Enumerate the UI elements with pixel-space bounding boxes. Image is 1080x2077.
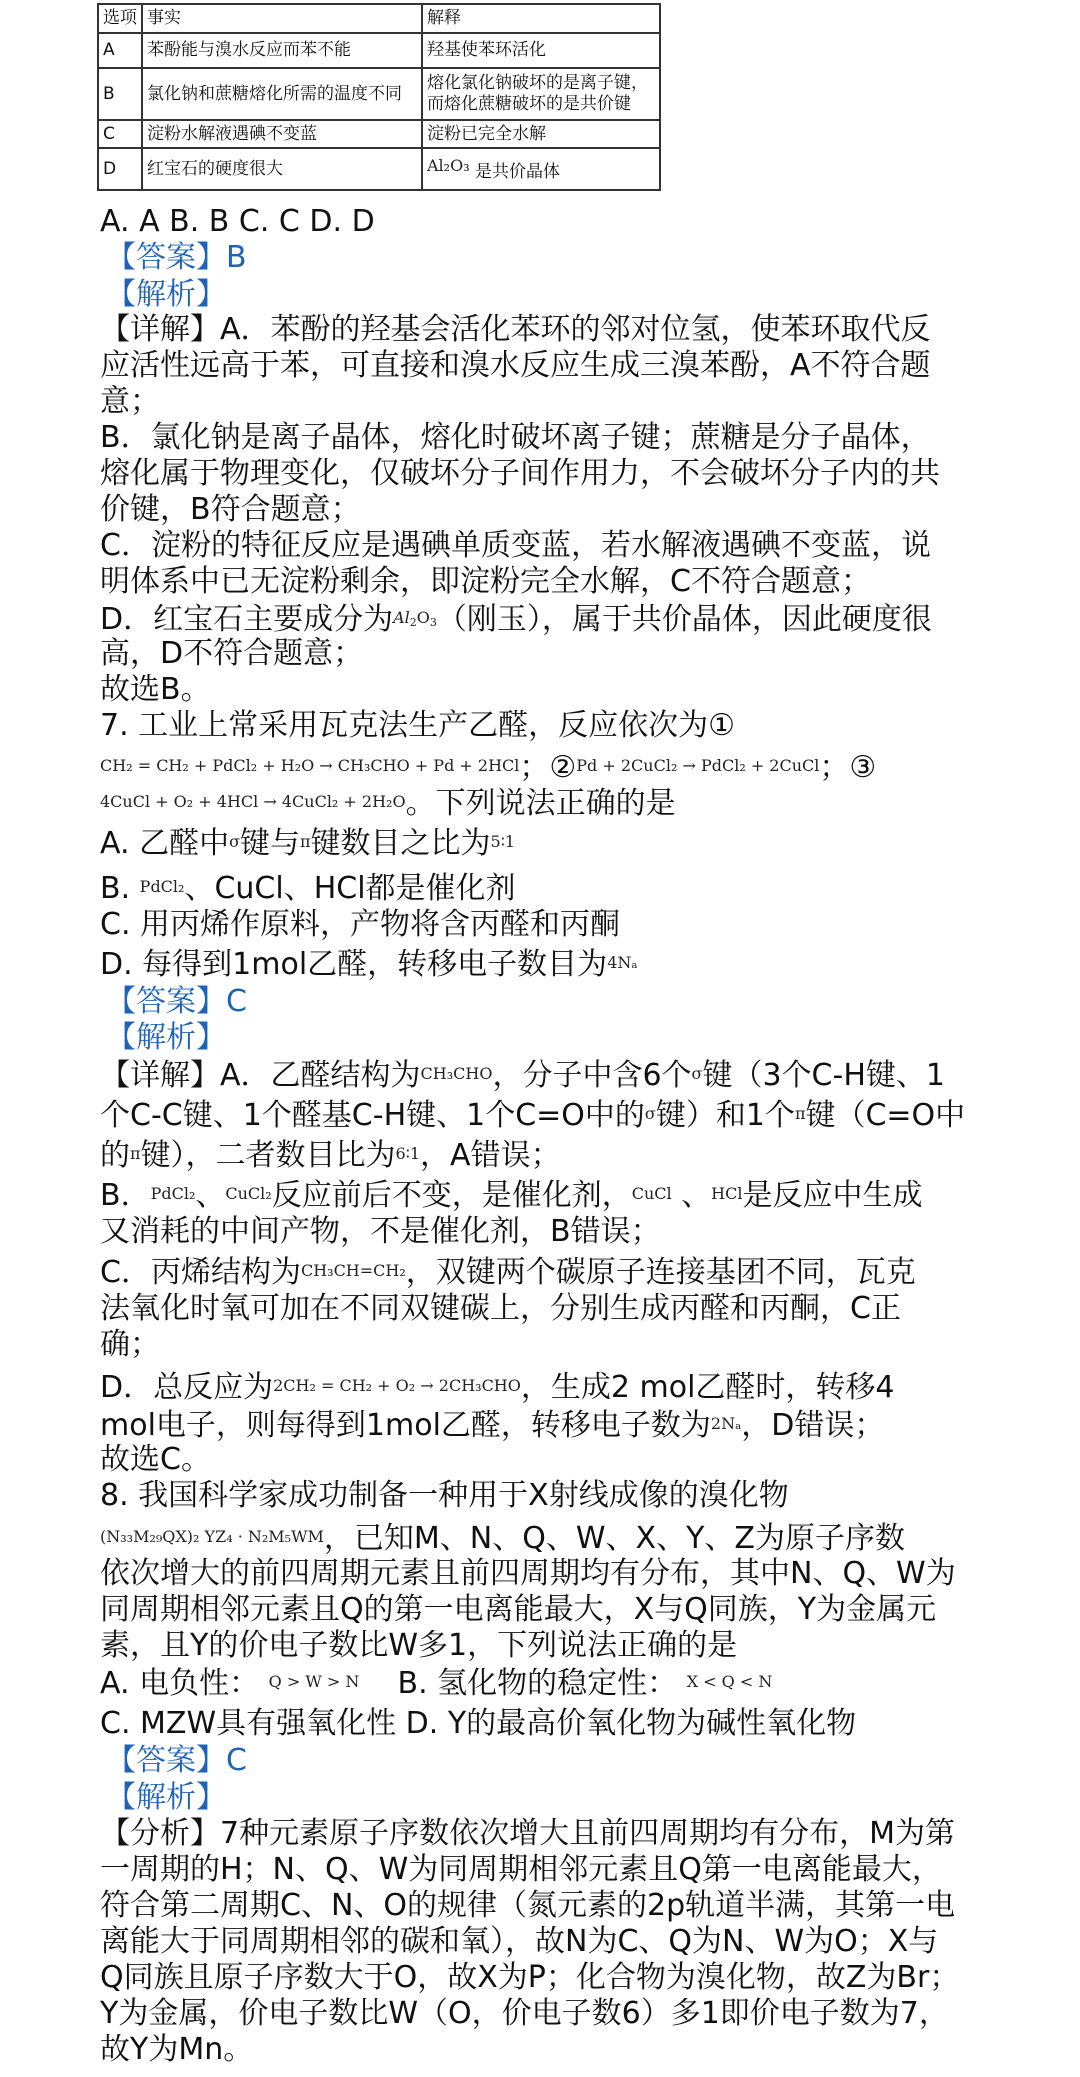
text-segment: mol电子，则每得到1mol乙醛，转移电子数为 — [100, 1408, 711, 1443]
equation: 4CuCl + O₂ + 4HCl → 4CuCl₂ + 2H₂O — [100, 792, 406, 811]
table-row — [98, 148, 660, 190]
text-line: 【详解】A．苯酚的羟基会活化苯环的邻对位氢，使苯环取代反 — [100, 312, 931, 347]
formula: HCl — [711, 1184, 743, 1203]
text-segment: 【详解】A．乙醛结构为 — [100, 1058, 421, 1093]
text-line: 【分析】7种元素原子序数依次增大且前四周期均有分布，M为第 — [100, 1816, 955, 1851]
text-segment: D．红宝石主要成分为 — [100, 602, 394, 637]
text-segment: B. 氢化物的稳定性： — [397, 1666, 678, 1701]
text-line — [100, 1252, 916, 1292]
formula: Al₂O₃ — [427, 156, 470, 175]
text-line: C．淀粉的特征反应是遇碘单质变蓝，若水解液遇碘不变蓝，说 — [100, 528, 931, 563]
table-header-cell: 解释 — [422, 4, 660, 33]
option-d — [100, 944, 638, 984]
text-line: 意； — [100, 384, 160, 419]
table-cell — [422, 148, 660, 190]
text-line: 素，且Y的价电子数比W多1，下列说法正确的是 — [100, 1628, 738, 1663]
text-segment: 反应前后不变，是催化剂， — [271, 1178, 632, 1213]
table-header-cell: 选项 — [98, 4, 142, 33]
text-line: Y为金属，价电子数比W（O，价电子数6）多1即价电子数为7， — [100, 1996, 949, 2031]
equation: Pd + 2CuCl₂ → PdCl₂ + 2CuCl — [576, 756, 820, 775]
formula: Q > W > N — [268, 1672, 360, 1691]
table-cell-text: 是共价晶体 — [475, 162, 561, 182]
text-segment: D. 每得到1mol乙醛，转移电子数目为 — [100, 947, 608, 982]
text-line: B．$^{PdCl_2}$、$^{CuCl_2}$反应前后不变，是催化剂，$^{CuCl}$ 、$^{HCl}$是反应中生成 — [100, 1178, 923, 1213]
text-segment: 键与 — [240, 826, 300, 861]
option-a — [100, 823, 515, 863]
table-cell: C — [98, 120, 142, 148]
text-line — [100, 783, 676, 823]
text-segment: ，生成2 mol乙醛时，转移4 — [520, 1370, 895, 1405]
text-segment: 个C-C键、1个醛基C-H键、1个C=O中的 — [100, 1098, 645, 1133]
table-cell — [422, 68, 660, 120]
formula: CuCl₂ — [225, 1184, 272, 1203]
formula: PdCl₂ — [150, 1184, 196, 1203]
text-line: 依次增大的前四周期元素且前四周期均有分布，其中N、Q、W为 — [100, 1556, 956, 1591]
formula: PdCl₂ — [139, 877, 185, 896]
table-header-cell: 事实 — [142, 4, 422, 33]
options-line — [100, 1663, 772, 1703]
text-segment: ；② — [519, 750, 577, 785]
table-cell: 淀粉已完全水解 — [422, 120, 660, 148]
text-segment: ，分子中含6个 — [492, 1058, 692, 1093]
text-segment: （刚玉），属于共价晶体，因此硬度很 — [436, 602, 932, 637]
text-line: 同周期相邻元素且Q的第一电离能最大，X与Q同族，Y为金属元 — [100, 1592, 937, 1627]
text-segment: 是反应中生成 — [742, 1178, 923, 1213]
text-segment: B． — [100, 1178, 151, 1213]
equation: CH₂ = CH₂ + PdCl₂ + H₂O → CH₃CHO + Pd + 2HCl — [100, 756, 520, 775]
table-cell-line: 熔化氯化钠破坏的是离子键， — [427, 73, 648, 93]
table-cell: B — [98, 68, 142, 120]
formula: 6∶1 — [395, 1144, 421, 1163]
text-segment: 。下列说法正确的是 — [405, 786, 676, 821]
text-line — [100, 747, 876, 787]
table-cell: A — [98, 33, 142, 68]
equation: 2CH₂ = CH₂ + O₂ → 2CH₃CHO — [273, 1376, 521, 1395]
table-cell: 苯酚能与溴水反应而苯不能 — [142, 33, 422, 68]
text-line: 故选C。 — [100, 1442, 211, 1477]
text-line: 价键，B符合题意； — [100, 492, 361, 527]
text-segment: 键数目之比为 — [310, 826, 491, 861]
option-c: C. 用丙烯作原料，产物将含丙醛和丙酮 — [100, 907, 621, 942]
formula: X < Q < N — [686, 1672, 773, 1691]
text-line: 应活性远高于苯，可直接和溴水反应生成三溴苯酚，A不符合题 — [100, 348, 931, 383]
table-header-row — [98, 4, 660, 33]
question-8-title: 8. 我国科学家成功制备一种用于X射线成像的溴化物 — [100, 1478, 789, 1513]
table-cell-line: 而熔化蔗糖破坏的是共价键 — [427, 94, 631, 114]
formula: σ — [229, 832, 240, 851]
options-table — [97, 3, 661, 191]
text-line — [100, 1518, 905, 1558]
table-cell: 羟基使苯环活化 — [422, 33, 660, 68]
formula: π — [130, 1144, 141, 1163]
text-segment: D．总反应为 — [100, 1370, 274, 1405]
text-segment: A. 电负性： — [100, 1666, 260, 1701]
text-line — [100, 1405, 884, 1445]
table-row — [98, 33, 660, 68]
table-cell: 淀粉水解液遇碘不变蓝 — [142, 120, 422, 148]
text-line: 法氧化时氧可加在不同双键碳上，分别生成丙醛和丙酮，C正 — [100, 1291, 901, 1326]
analysis-label: 【解析】 — [106, 277, 226, 312]
formula: CuCl — [631, 1184, 672, 1203]
analysis-label: 【解析】 — [106, 1020, 226, 1055]
text-segment: ，双键两个碳原子连接基团不同，瓦克 — [405, 1255, 916, 1290]
option-b — [100, 868, 516, 908]
text-segment: ，已知M、N、Q、W、X、Y、Z为原子序数 — [323, 1521, 905, 1556]
formula: σ — [691, 1064, 703, 1083]
formula: (N₃₃M₂₉QX)₂ YZ₄ · N₂M₅WM — [100, 1527, 324, 1546]
text-segment: 、CuCl、HCl都是催化剂 — [184, 871, 516, 906]
text-line — [100, 1055, 945, 1095]
text-line: 符合第二周期C、N、O的规律（氮元素的2p轨道半满，其第一电 — [100, 1888, 956, 1923]
answer-label: 【答案】B — [106, 240, 247, 275]
formula: CH₃CHO — [420, 1064, 493, 1083]
text-line: 又消耗的中间产物，不是催化剂，B错误； — [100, 1214, 661, 1249]
text-line: 确； — [100, 1327, 160, 1362]
options-line: C. MZW具有强氧化性 D. Y的最高价氧化物为碱性氧化物 — [100, 1706, 857, 1741]
formula: 2Nₐ — [710, 1414, 742, 1433]
text-segment: 键（3个C-H键、1 — [702, 1058, 945, 1093]
text-line: B．氯化钠是离子晶体，熔化时破坏离子键；蔗糖是分子晶体， — [100, 420, 931, 455]
table-cell: D — [98, 148, 142, 190]
table-cell: 红宝石的硬度很大 — [142, 148, 422, 190]
answer-label: 【答案】C — [106, 984, 247, 1019]
text-line: 熔化属于物理变化，仅破坏分子间作用力，不会破坏分子内的共 — [100, 456, 940, 491]
text-line: 高，D不符合题意； — [100, 636, 364, 671]
text-segment: B. — [100, 871, 131, 906]
text-segment: A. 乙醛中 — [100, 826, 230, 861]
text-line — [100, 1095, 965, 1135]
text-line: 一周期的H；N、Q、W为同周期相邻元素且Q第一电离能最大， — [100, 1852, 942, 1887]
formula: CH₃CH=CH₂ — [300, 1261, 406, 1280]
text-segment: ，D错误； — [741, 1408, 885, 1443]
text-line: 故选B。 — [100, 672, 211, 707]
text-line — [100, 1367, 895, 1407]
formula: π — [794, 1104, 806, 1123]
text-line: Q同族且原子序数大于O，故X为P；化合物为溴化物，故Z为Br； — [100, 1960, 960, 1995]
analysis-label: 【解析】 — [106, 1780, 226, 1815]
text-segment: 键）和1个 — [655, 1098, 795, 1133]
table-row — [98, 120, 660, 148]
text-segment: 的 — [100, 1138, 130, 1173]
options-line: A. A B. B C. C D. D — [100, 204, 375, 239]
text-segment: C．丙烯结构为 — [100, 1255, 301, 1290]
text-segment: 键（C=O中 — [805, 1098, 966, 1133]
table-row — [98, 68, 660, 120]
formula: π — [300, 832, 311, 851]
text-segment: ；③ — [819, 750, 877, 785]
formula: 5∶1 — [490, 832, 516, 851]
table-cell: 氯化钠和蔗糖熔化所需的温度不同 — [142, 68, 422, 120]
answer-label: 【答案】C — [106, 1743, 247, 1778]
text-segment: 键），二者数目比为 — [140, 1138, 396, 1173]
formula: 4Nₐ — [607, 953, 638, 972]
text-line: 离能大于同周期相邻的碳和氧），故N为C、Q为N、W为O；X与 — [100, 1924, 939, 1959]
question-7-title: 7. 工业上常采用瓦克法生产乙醛，反应依次为① — [100, 708, 736, 743]
text-line — [100, 1135, 561, 1175]
text-segment: ，A错误； — [420, 1138, 561, 1173]
text-line: 故Y为Mn。 — [100, 2032, 254, 2067]
formula: σ — [644, 1104, 656, 1123]
text-line: 明体系中已无淀粉剩余，即淀粉完全水解，C不符合题意； — [100, 564, 871, 599]
formula: Al2O3 — [393, 608, 437, 629]
